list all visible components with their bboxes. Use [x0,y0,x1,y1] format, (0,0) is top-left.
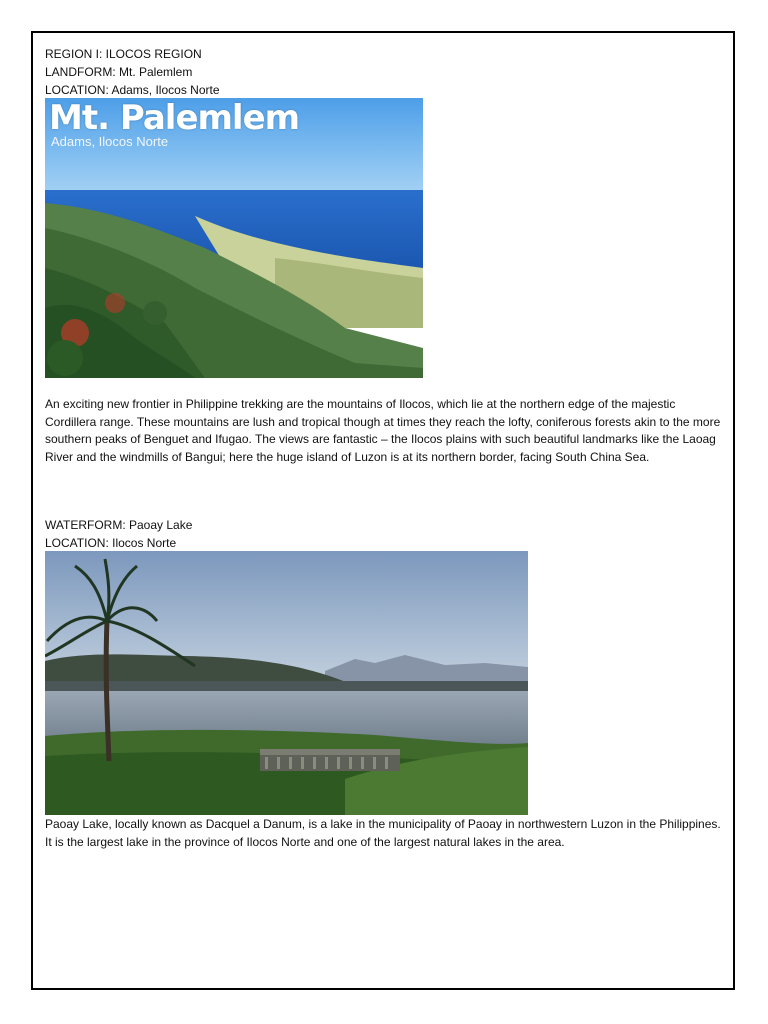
region-heading: REGION I: ILOCOS REGION [45,47,202,61]
location-heading: LOCATION: Adams, Ilocos Norte [45,83,220,97]
mt-palemlem-photo [45,98,423,378]
paoay-lake-description: Paoay Lake, locally known as Dacquel a Danum, is a lake in the municipality of Paoay in northwestern Luzon in the Philippines. It is the largest lake in the province of Ilocos Norte and one of the largest natural lakes in the area. [45,817,721,849]
mt-palemlem-description: An exciting new frontier in Philippine trekking are the mountains of Ilocos, which lie at the northern edge of the majestic Cordillera range. These mountains are lush and tropical though at times they reach the lofty, coniferous forests akin to the more southern peaks of Benguet and Ifugao. The views are fantastic – the Ilocos plains with such beautiful landmarks like the Laoag River and the windmills of Bangui; here the huge island of Luzon is at its northern border, facing South China Sea. [45,397,721,464]
photo-title-overlay: Mt. Palemlem [49,98,300,138]
landform-heading: LANDFORM: Mt. Palemlem [45,65,193,79]
location2-heading: LOCATION: Ilocos Norte [45,536,177,550]
photo-subtitle-overlay: Adams, Ilocos Norte [51,134,169,149]
paoay-lake-photo [45,551,528,815]
waterform-heading: WATERFORM: Paoay Lake [45,518,193,532]
